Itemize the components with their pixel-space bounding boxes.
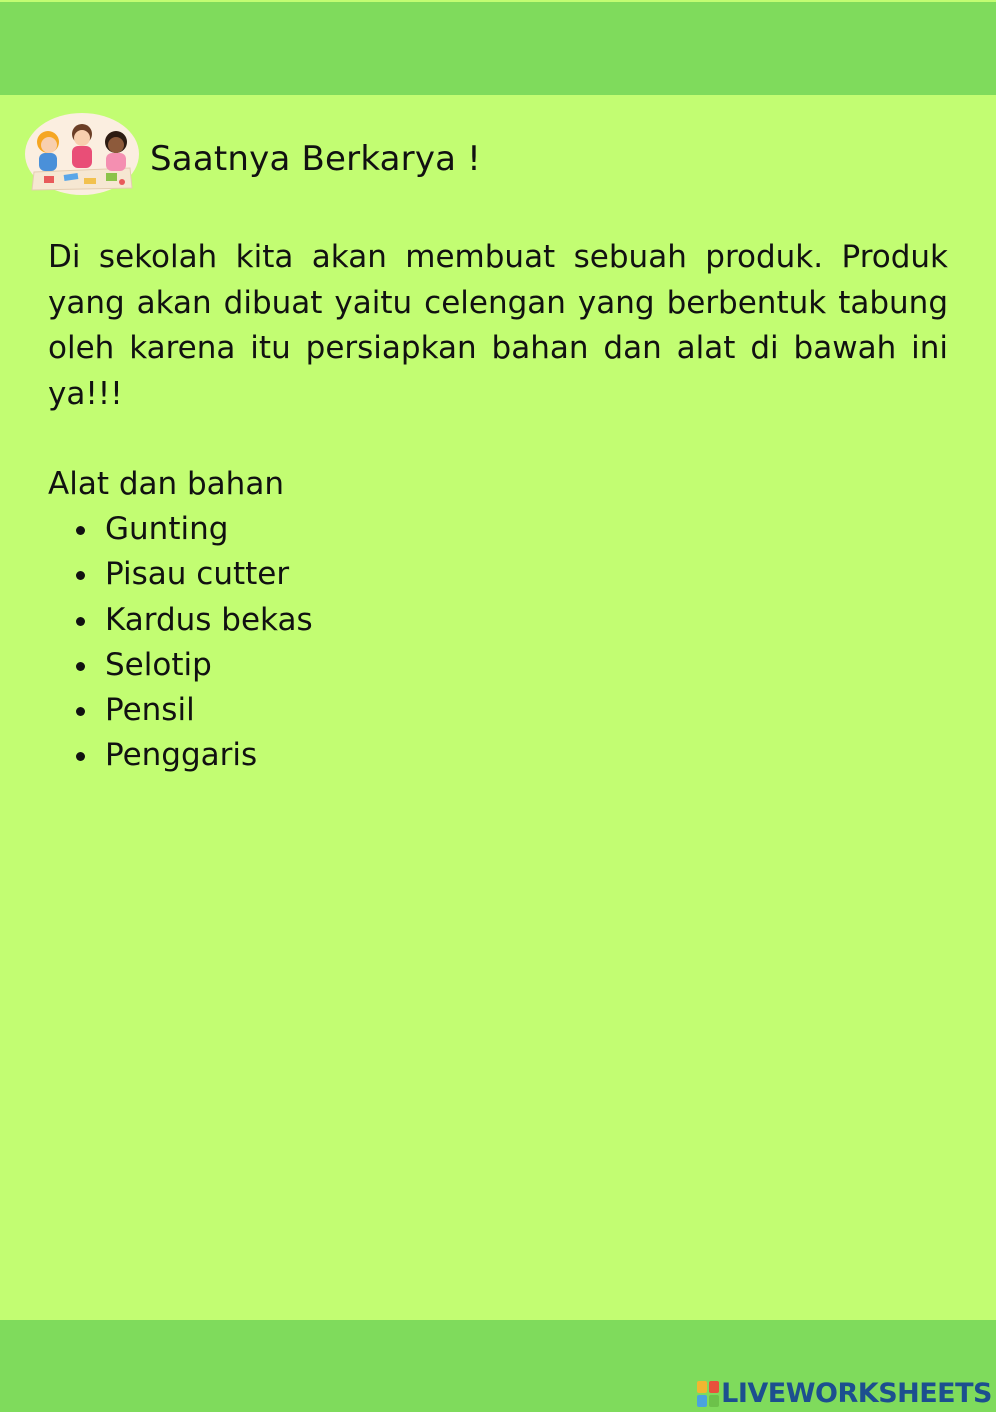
intro-paragraph: Di sekolah kita akan membuat sebuah produk. Produk yang akan dibuat yaitu celengan yang berbentuk tabung oleh karena itu persiapkan bahan dan alat di bawah ini ya!!! xyxy=(48,239,948,412)
bullet-icon xyxy=(76,617,85,626)
bullet-icon xyxy=(76,571,85,580)
list-item xyxy=(48,733,313,778)
section-header xyxy=(24,112,481,196)
list-item xyxy=(48,598,313,643)
list-item xyxy=(48,688,313,733)
brand-wordmark: LIVEWORKSHEETS xyxy=(721,1378,992,1409)
liveworksheets-mark-icon xyxy=(697,1381,719,1407)
list-item xyxy=(48,507,313,552)
list-item xyxy=(48,552,313,597)
children-crafting-illustration xyxy=(24,112,140,196)
liveworksheets-logo xyxy=(697,1378,992,1409)
bullet-icon xyxy=(76,662,85,671)
list-item-label: Pensil xyxy=(105,692,195,729)
materials-heading: Alat dan bahan xyxy=(48,466,284,502)
list-item-label: Penggaris xyxy=(105,737,258,774)
list-item-label: Kardus bekas xyxy=(105,601,313,638)
materials-list xyxy=(48,507,313,779)
page-title: Saatnya Berkarya ! xyxy=(150,139,482,179)
bullet-icon xyxy=(76,707,85,716)
bullet-icon xyxy=(76,752,85,761)
list-item-label: Selotip xyxy=(105,646,212,683)
top-banner xyxy=(0,2,996,95)
list-item xyxy=(48,643,313,688)
bullet-icon xyxy=(76,526,85,535)
list-item-label: Gunting xyxy=(105,511,229,547)
list-item-label: Pisau cutter xyxy=(105,556,290,593)
